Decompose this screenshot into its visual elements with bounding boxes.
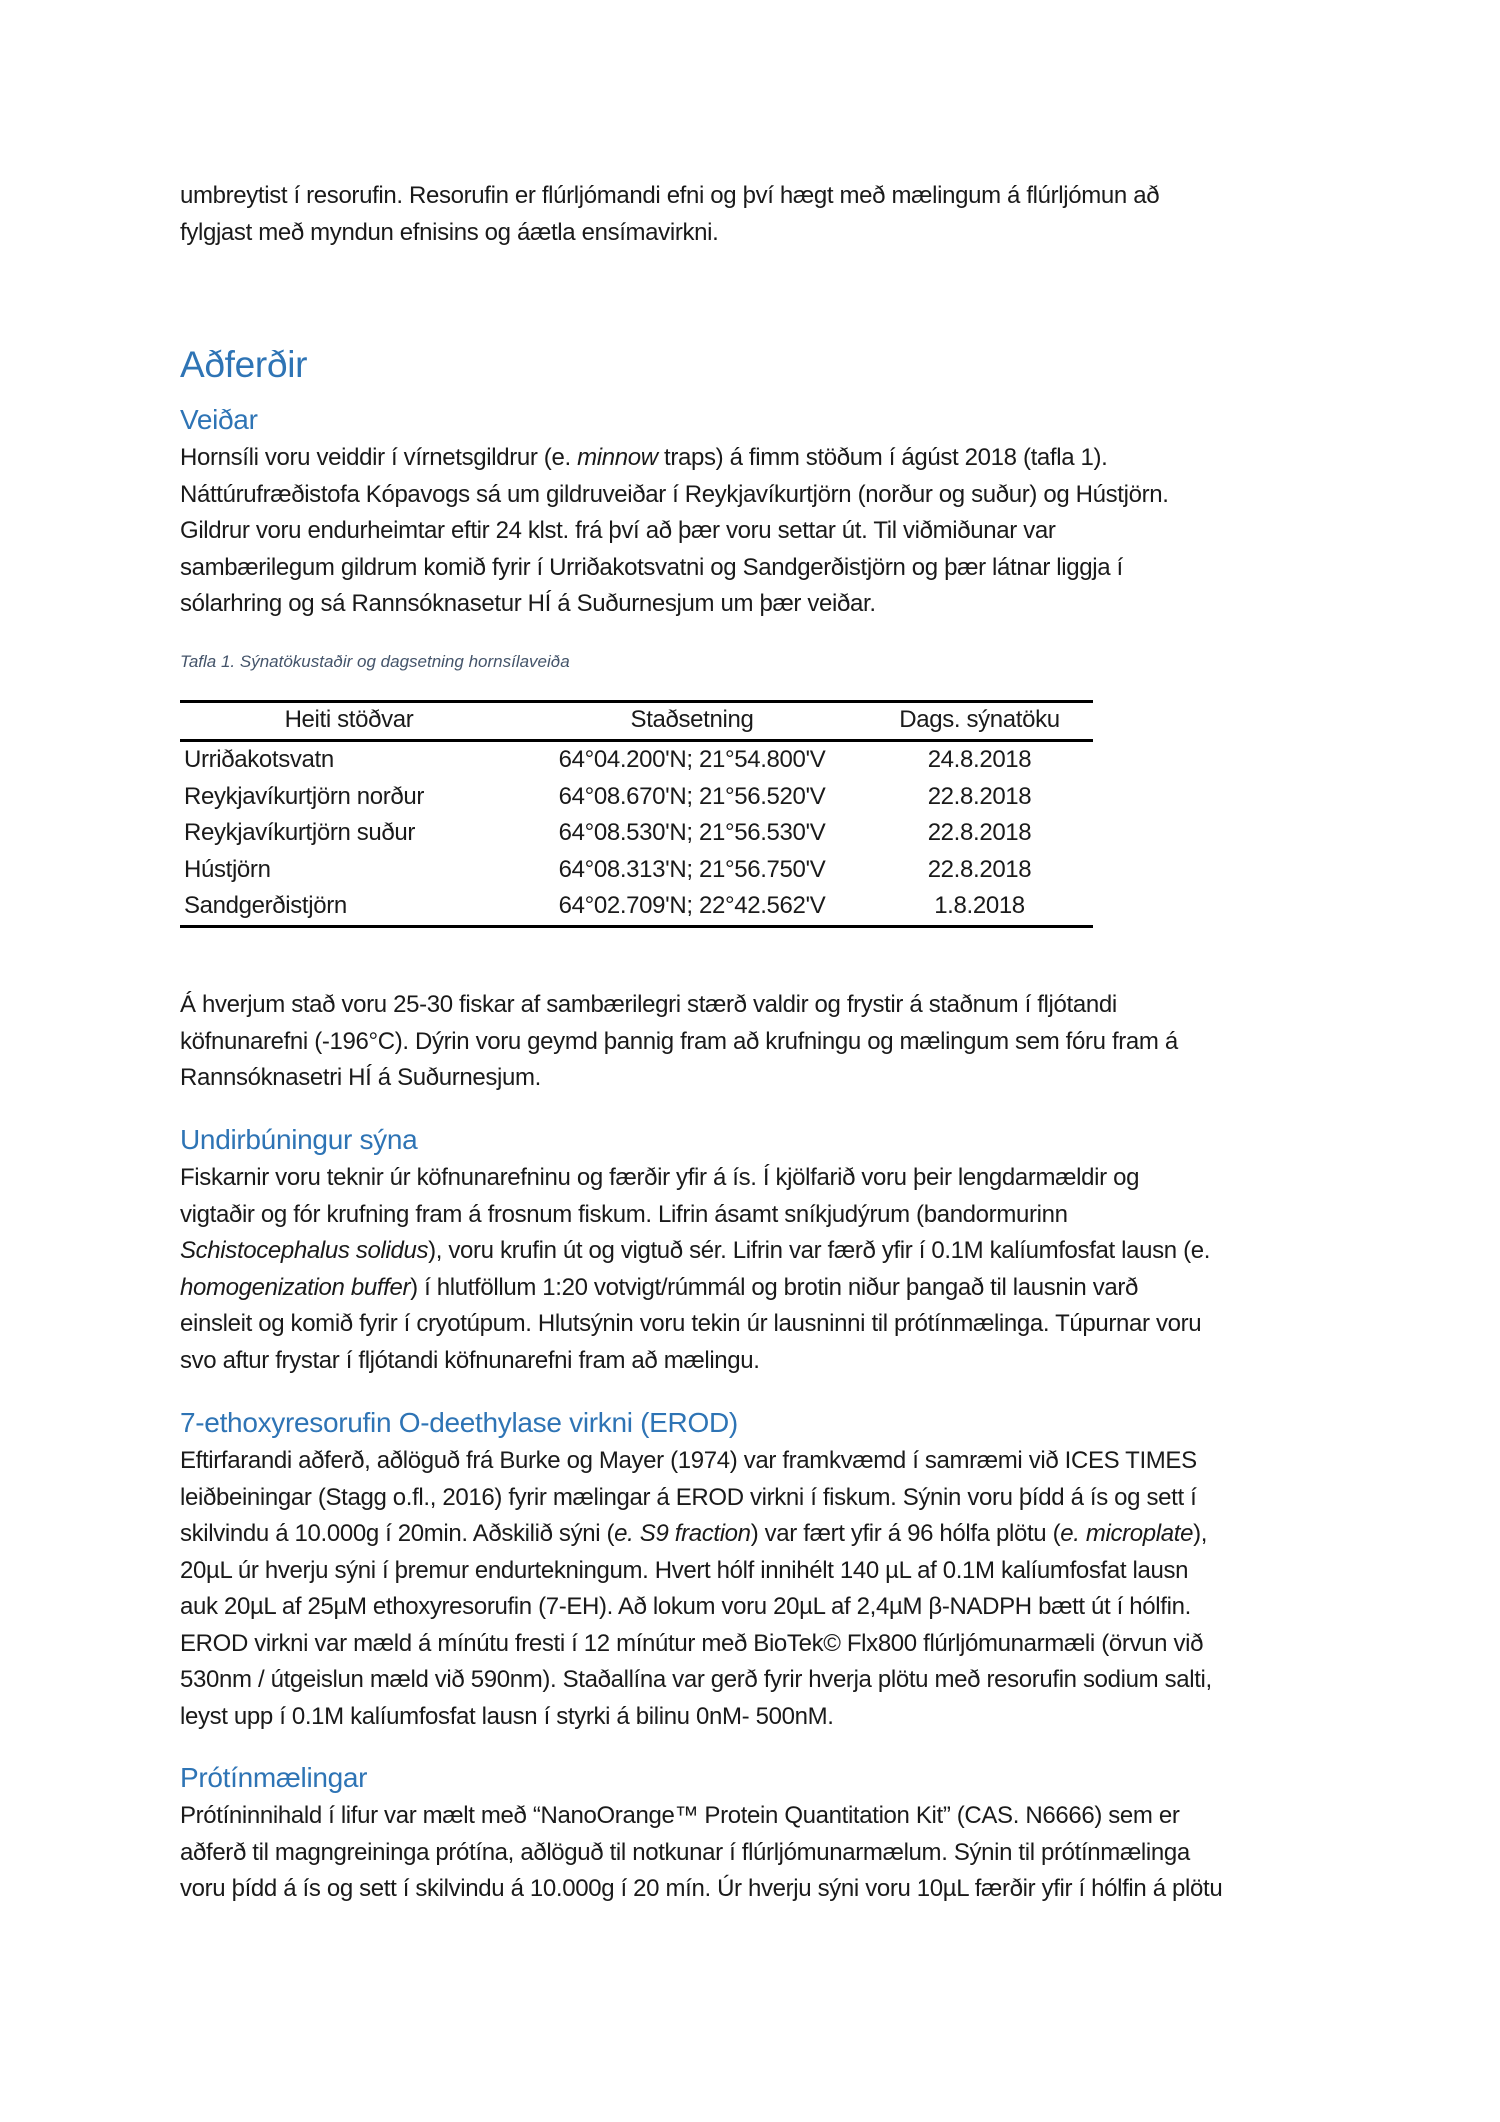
text-line: voru þídd á ís og sett í skilvindu á 10.000g í 20 mín. Úr hverju sýni voru 10µL færðir yfir í hólfin á plötu: [180, 1875, 1223, 1902]
subheading-protein: Prótínmælingar: [180, 1762, 368, 1793]
sampling-paragraph: [180, 987, 1330, 1097]
sample-prep-paragraph: [180, 1160, 1330, 1379]
protein-paragraph: [180, 1798, 1330, 1908]
text-line: einsleit og komið fyrir í cryotúpum. Hlutsýnin voru tekin úr lausninni til prótínmælinga. Túpurnar voru: [180, 1310, 1202, 1337]
text-span: ), voru krufin út og vigtuð sér. Lifrin var færð yfir í 0.1M kalíumfosfat lausn (e.: [428, 1237, 1211, 1264]
coordinates: 64°02.709'N; 22°42.562'V: [518, 888, 866, 926]
text-line: Á hverjum stað voru 25-30 fiskar af sambærilegri stærð valdir og frystir á staðnum í fljótandi: [180, 991, 1117, 1018]
text-line: [180, 1516, 1330, 1553]
intro-paragraph: [180, 178, 1330, 251]
italic-term: minnow: [577, 444, 658, 471]
subheading-erod: 7-ethoxyresorufin O-deethylase virkni (EROD): [180, 1407, 738, 1438]
text-span: ) í hlutföllum 1:20 votvigt/rúmmál og brotin niður þangað til lausnin varð: [410, 1273, 1138, 1301]
table-row: [180, 815, 1093, 852]
text-line: Fiskarnir voru teknir úr köfnunarefninu og færðir yfir á ís. Í kjölfarið voru þeir lengdarmældir og: [180, 1164, 1140, 1191]
station-name: Sandgerðistjörn: [180, 888, 518, 926]
header-location: Staðsetning: [518, 702, 866, 741]
text-line: 20µL úr hverju sýni í þremur endurtekningum. Hvert hólf innihélt 140 µL af 0.1M kalíumfosfat lausn: [180, 1556, 1189, 1584]
text-line: [180, 1233, 1330, 1270]
sampling-date: 24.8.2018: [927, 746, 1032, 773]
header-station-name: Heiti stöðvar: [180, 702, 518, 741]
text-line: leyst upp í 0.1M kalíumfosfat lausn í styrki á bilinu 0nM- 500nM.: [180, 1702, 834, 1730]
text-line: Eftirfarandi aðferð, aðlöguð frá Burke og Mayer (1974) var framkvæmd í samræmi við ICES TIMES: [180, 1447, 1197, 1474]
text-span: skilvindu á 10.000g í 20min. Aðskilið sýni (: [180, 1520, 615, 1547]
text-line: [180, 1270, 1330, 1307]
italic-term: e. microplate: [1060, 1520, 1194, 1547]
table-row: [180, 779, 1093, 816]
text-line: sambærilegum gildrum komið fyrir í Urriðakotsvatni og Sandgerðistjörn og þær látnar liggja í: [180, 553, 1123, 581]
text-line: leiðbeiningar (Stagg o.fl., 2016) fyrir mælingar á EROD virkni í fiskum. Sýnin voru þídd á ís og sett í: [180, 1483, 1197, 1511]
text-span: ) var fært yfir á 96 hólfa plötu (: [750, 1520, 1061, 1547]
coordinates: 64°08.530'N; 21°56.530'V: [558, 819, 826, 846]
table-row: [180, 741, 1093, 779]
table-caption: Tafla 1. Sýnatökustaðir og dagsetning hornsílaveiða: [180, 652, 570, 671]
veidar-paragraph: [180, 440, 1330, 623]
station-name: Hústjörn: [184, 855, 271, 883]
text-line: Gildrur voru endurheimtar eftir 24 klst. frá því að þær voru settar út. Til viðmiðunar var: [180, 517, 1056, 544]
table-header-row: [180, 702, 1093, 741]
text-line: svo aftur frystar í fljótandi köfnunarefni fram að mælingu.: [180, 1346, 760, 1374]
text-line: sólarhring og sá Rannsóknasetur HÍ á Suðurnesjum um þær veiðar.: [180, 590, 876, 617]
coordinates: 64°08.670'N; 21°56.520'V: [558, 782, 826, 810]
text-span: ),: [1193, 1520, 1208, 1547]
section-heading-adferdir: Aðferðir: [180, 344, 308, 385]
subheading-veidar: Veiðar: [180, 404, 258, 435]
text-line: fylgjast með myndun efnisins og áætla ensímavirkni.: [180, 218, 719, 246]
text-line: aðferð til magngreininga prótína, aðlöguð til notkunar í flúrljómunarmælum. Sýnin til prótínmælinga: [180, 1838, 1190, 1866]
text-line: Náttúrufræðistofa Kópavogs sá um gildruveiðar í Reykjavíkurtjörn (norður og suður) og Hústjörn.: [180, 480, 1169, 508]
coordinates: 64°04.200'N; 21°54.800'V: [558, 746, 826, 773]
text-span: Hornsíli voru veiddir í vírnetsgildrur (e.: [180, 444, 578, 471]
station-name: Reykjavíkurtjörn norður: [184, 782, 425, 810]
text-line: [180, 440, 1330, 477]
sampling-date: 22.8.2018: [927, 782, 1032, 810]
sampling-date: 22.8.2018: [927, 819, 1032, 846]
text-span: traps) á fimm stöðum í ágúst 2018 (tafla 1).: [657, 444, 1108, 471]
sampling-date: 22.8.2018: [927, 855, 1032, 883]
erod-paragraph: [180, 1443, 1330, 1735]
text-line: 530nm / útgeislun mæld við 590nm). Staðallína var gerð fyrir hverja plötu með resorufin sodium salti,: [180, 1666, 1212, 1693]
subheading-sample-prep: Undirbúningur sýna: [180, 1124, 418, 1155]
text-line: vigtaðir og fór krufning fram á frosnum fiskum. Lifrin ásamt sníkjudýrum (bandormurinn: [180, 1200, 1068, 1228]
subsection-veidar: [180, 402, 1330, 438]
text-line: Rannsóknasetri HÍ á Suðurnesjum.: [180, 1064, 541, 1091]
station-name: Urriðakotsvatn: [184, 746, 334, 773]
italic-term: Schistocephalus solidus: [180, 1237, 429, 1264]
sampling-date: 1.8.2018: [866, 888, 1093, 926]
sampling-sites-table: [180, 700, 1093, 928]
station-name: Reykjavíkurtjörn suður: [184, 819, 416, 846]
header-sampling-date: Dags. sýnatöku: [866, 702, 1093, 741]
text-line: umbreytist í resorufin. Resorufin er flúrljómandi efni og því hægt með mælingum á flúrljómun að: [180, 182, 1160, 209]
text-line: köfnunarefni (-196°C). Dýrin voru geymd þannig fram að krufningu og mælingum sem fóru fram á: [180, 1027, 1178, 1055]
coordinates: 64°08.313'N; 21°56.750'V: [558, 855, 826, 883]
italic-term: e. S9 fraction: [614, 1520, 751, 1547]
table-row: [180, 888, 1093, 926]
text-line: Prótíninnihald í lifur var mælt með “NanoOrange™ Protein Quantitation Kit” (CAS. N6666) sem er: [180, 1802, 1180, 1829]
text-line: EROD virkni var mæld á mínútu fresti í 12 mínútur með BioTek© Flx800 flúrljómunarmæli (örvun við: [180, 1629, 1204, 1657]
italic-term: homogenization buffer: [180, 1273, 411, 1301]
text-line: auk 20µL af 25µM ethoxyresorufin (7-EH). Að lokum voru 20µL af 2,4µM β-NADPH bætt út í hólfin.: [180, 1593, 1191, 1620]
table-row: [180, 852, 1093, 889]
